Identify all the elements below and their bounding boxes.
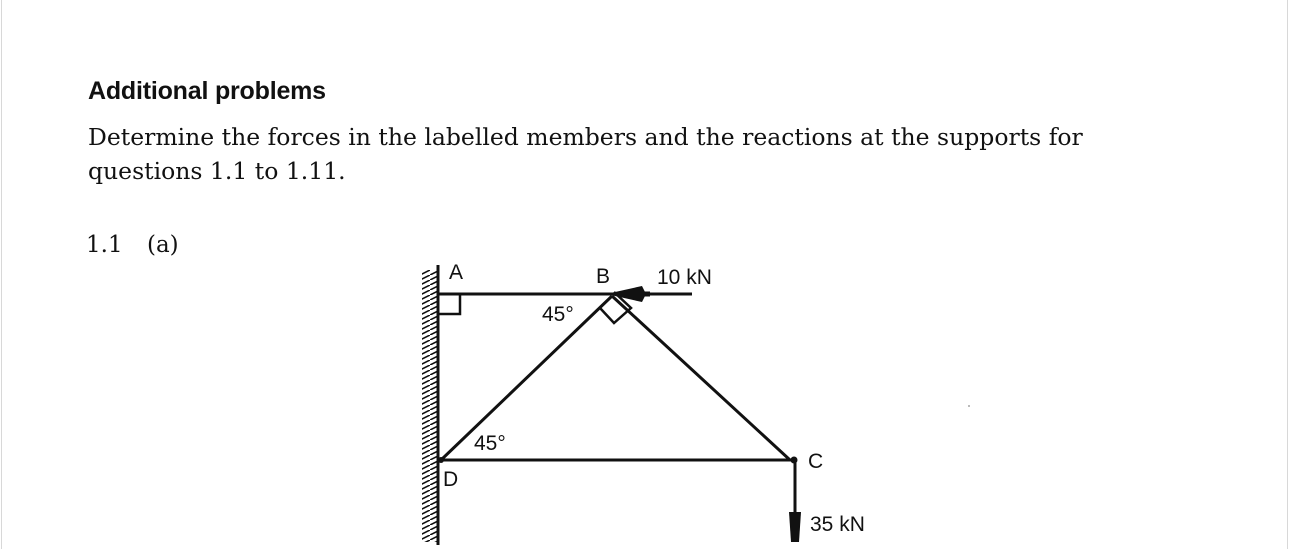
section-heading: Additional problems [88, 77, 326, 105]
question-part: (a) [147, 232, 179, 258]
joint-c [791, 457, 798, 464]
member-bd [441, 296, 612, 460]
problem-statement-line-2: questions 1.1 to 1.11. [88, 157, 346, 185]
node-label-b: B [596, 265, 611, 288]
angle-label-d: 45° [474, 432, 506, 455]
member-bc [612, 296, 790, 460]
node-label-a: A [449, 261, 464, 284]
horizontal-load-arrow [606, 286, 650, 302]
joint-d [438, 457, 444, 463]
wall-support [422, 265, 438, 545]
vertical-load-arrow [789, 462, 801, 542]
load-label-vertical: 35 kN [810, 513, 865, 536]
question-number: 1.1 [86, 232, 123, 258]
load-label-horizontal: 10 kN [657, 266, 712, 289]
node-label-c: C [808, 450, 824, 473]
scan-speck [968, 405, 970, 407]
angle-label-b: 45° [542, 303, 574, 326]
node-label-d: D [443, 468, 459, 491]
problem-statement-line-1: Determine the forces in the labelled members and the reactions at the supports for [88, 123, 1083, 151]
right-angle-marker-a [438, 294, 460, 314]
